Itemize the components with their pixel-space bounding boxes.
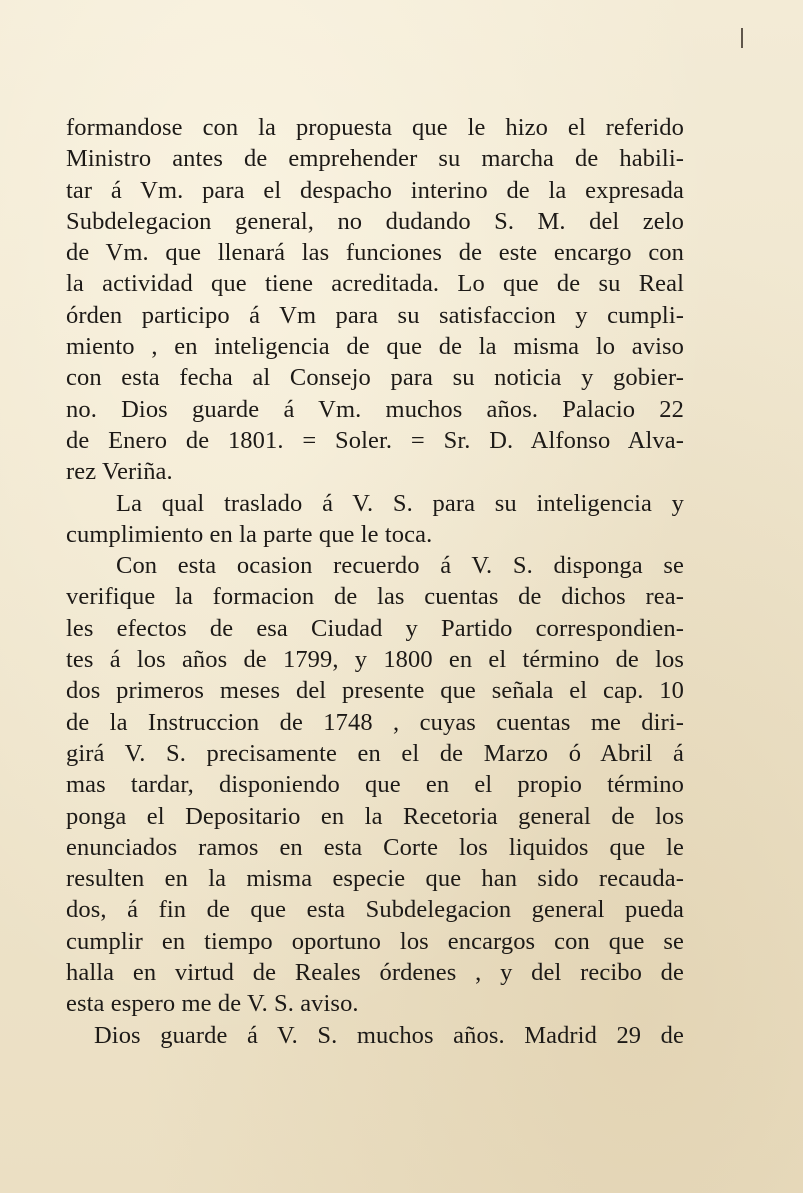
text-line: enunciados ramos en esta Corte los liquidos que le [66,833,684,861]
paragraph-start-line: La qual traslado á V. S. para su inteligencia y [116,489,684,517]
text-line: halla en virtud de Reales órdenes , y del recibo de [66,959,684,987]
text-line: girá V. S. precisamente en el de Marzo ó Abril á [66,739,684,767]
text-line: les efectos de esa Ciudad y Partido correspondien- [66,614,684,642]
text-line: de Vm. que llenará las funciones de este encargo con [66,239,684,267]
text-line: de Enero de 1801. = Soler. = Sr. D. Alfonso Alva- [66,426,684,454]
text-line: la actividad que tiene acreditada. Lo que de su Real [66,270,684,298]
text-line: de la Instruccion de 1748 , cuyas cuentas me diri- [66,708,684,736]
text-line: dos, á fin de que esta Subdelegacion general pueda [66,896,684,924]
closing-line: Dios guarde á V. S. muchos años. Madrid 29 de [94,1021,684,1049]
text-line: verifique la formacion de las cuentas de dichos rea- [66,583,684,611]
text-line: órden participo á Vm para su satisfaccion y cumpli- [66,301,684,329]
text-line: tar á Vm. para el despacho interino de la expresada [66,176,684,204]
text-line: formandose con la propuesta que le hizo el referido [66,114,684,141]
text-line: Ministro antes de emprehender su marcha de habili- [66,145,684,173]
body-text [66,112,684,1051]
text-line: cumplimiento en la parte que le toca. [66,520,433,548]
text-line: Subdelegacion general, no dudando S. M. del zelo [66,207,684,235]
text-line: tes á los años de 1799, y 1800 en el término de los [66,646,684,674]
text-line: cumplir en tiempo oportuno los encargos con que se [66,927,684,955]
text-line: dos primeros meses del presente que señala el cap. 10 [66,677,684,705]
text-line: esta espero me de V. S. aviso. [66,990,359,1018]
text-line: ponga el Depositario en la Recetoria general de los [66,802,684,830]
text-line: no. Dios guarde á Vm. muchos años. Palacio 22 [66,395,684,423]
text-line: resulten en la misma especie que han sido recauda- [66,865,684,893]
text-line: rez Veriña. [66,458,173,486]
page-edge-mark [741,28,743,48]
paragraph-start-line: Con esta ocasion recuerdo á V. S. disponga se [116,552,684,580]
text-line: mas tardar, disponiendo que en el propio término [66,771,684,799]
text-line: miento , en inteligencia de que de la misma lo aviso [66,333,684,361]
text-line: con esta fecha al Consejo para su noticia y gobier- [66,364,684,392]
